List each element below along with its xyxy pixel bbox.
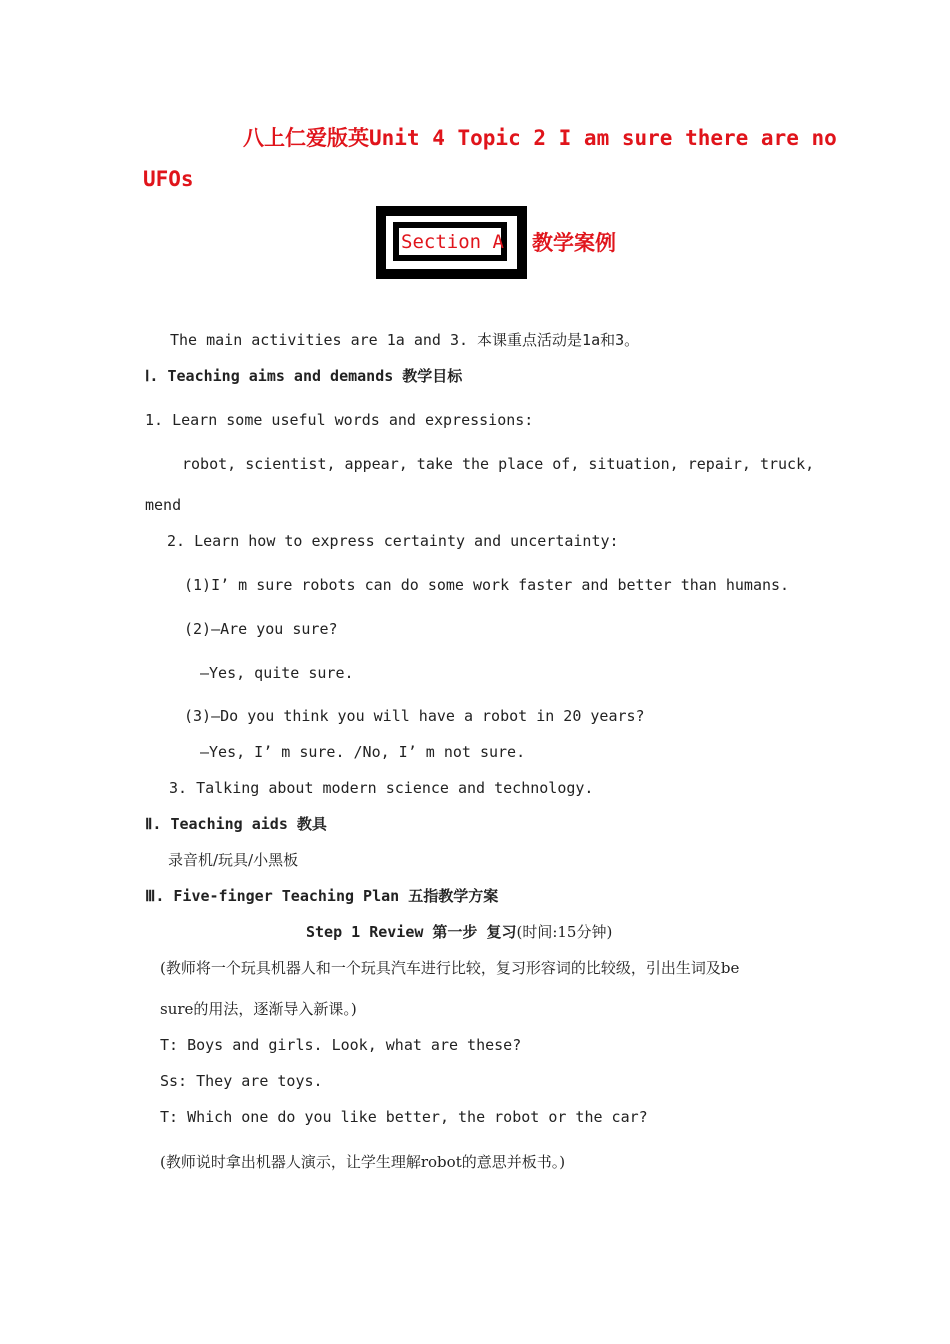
step-1-time: (时间:15分钟) <box>516 923 613 941</box>
example-3-answer: —Yes, I’ m sure. /No, I’ m not sure. <box>200 743 526 761</box>
step-1-title: Step 1 Review 第一步 复习 <box>306 923 517 941</box>
dialogue-teacher-2: T: Which one do you like better, the robot or the car? <box>160 1108 648 1126</box>
section-subtitle: 教学案例 <box>532 230 616 255</box>
example-1: (1)I’ m sure robots can do some work faster and better than humans. <box>184 576 790 594</box>
intro-line: The main activities are 1a and 3. 本课重点活动是1a和3。 <box>170 331 640 349</box>
aims-heading: Ⅰ. Teaching aims and demands 教学目标 <box>145 367 463 385</box>
aids-heading: Ⅱ. Teaching aids 教具 <box>145 815 327 833</box>
vocabulary-line-2: mend <box>145 496 182 514</box>
teacher-note-1-line-2: sure的用法，逐渐导入新课。) <box>160 1000 357 1018</box>
dialogue-teacher-1: T: Boys and girls. Look, what are these? <box>160 1036 522 1054</box>
aids-content: 录音机/玩具/小黑板 <box>168 851 299 869</box>
aims-item-3: 3. Talking about modern science and technology. <box>169 779 594 797</box>
document-title-line-2: UFOs <box>143 167 194 191</box>
plan-heading: Ⅲ. Five-finger Teaching Plan 五指教学方案 <box>145 887 499 905</box>
teacher-note-2: (教师说时拿出机器人演示，让学生理解robot的意思并板书。) <box>160 1153 566 1171</box>
aims-item-2: 2. Learn how to express certainty and uncertainty: <box>167 532 619 550</box>
example-2-question: (2)—Are you sure? <box>184 620 338 638</box>
example-2-answer: —Yes, quite sure. <box>200 664 354 682</box>
vocabulary-line-1: robot, scientist, appear, take the place of, situation, repair, truck, <box>182 455 815 473</box>
example-3-question: (3)—Do you think you will have a robot in 20 years? <box>184 707 645 725</box>
aims-item-1: 1. Learn some useful words and expressions: <box>145 411 534 429</box>
document-title-line-1: 八上仁爱版英Unit 4 Topic 2 I am sure there are no <box>243 126 837 150</box>
dialogue-students-1: Ss: They are toys. <box>160 1072 323 1090</box>
section-label: Section A <box>401 231 504 253</box>
teacher-note-1-line-1: (教师将一个玩具机器人和一个玩具汽车进行比较，复习形容词的比较级，引出生词及be <box>160 959 740 977</box>
step-1-heading <box>306 922 612 942</box>
